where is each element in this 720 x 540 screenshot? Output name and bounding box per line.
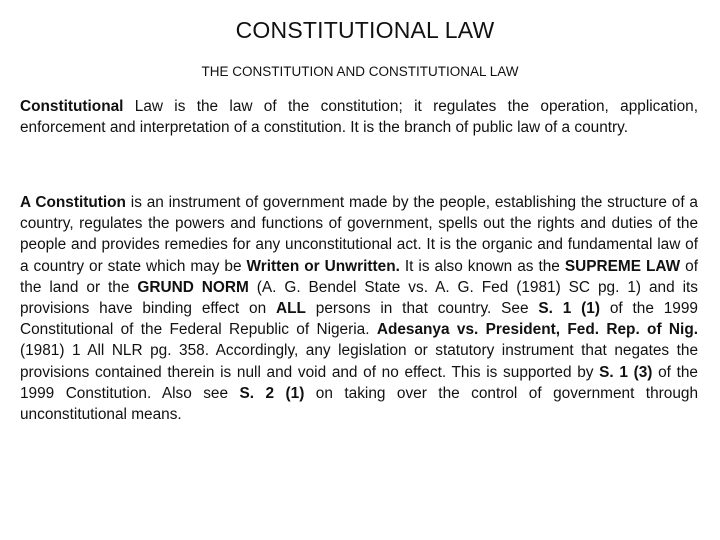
paragraph-text: It is also known as the [399, 257, 565, 275]
bold-citation-s1-1: S. 1 (1) [538, 300, 600, 318]
paragraph-text: (A. G. Bendel State vs. A. G. Fed (1981) SC pg. 1) and its provisions have binding effect on [20, 278, 698, 318]
section-subtitle: THE CONSTITUTION AND CONSTITUTIONAL LAW [201, 64, 519, 79]
bold-term-all: ALL [276, 300, 306, 318]
bold-term-written-unwritten: Written or Unwritten. [246, 257, 400, 275]
page-title: CONSTITUTIONAL LAW [235, 17, 495, 43]
paragraph-text: on taking over the control of government through unconstitutional means. [20, 384, 699, 424]
paragraph-text: of the 1999 Constitution. Also see [20, 363, 698, 402]
paragraph-text: (1981) 1 All NLR pg. 358. Accordingly, any legislation or statutory instrument that negates the provisions contained therein is null and void and of no effect. This is supported by [20, 342, 698, 381]
paragraph-text: of the land or the [20, 257, 698, 296]
bold-term-a-constitution: A Constitution [20, 194, 126, 211]
bold-term-grund-norm: GRUND NORM [137, 278, 249, 296]
paragraph-constitutional-law [20, 96, 698, 138]
bold-term-supreme-law: SUPREME LAW [564, 257, 681, 275]
bold-citation-s1-3: S. 1 (3) [599, 363, 653, 381]
paragraph-text: persons in that country. See [305, 300, 539, 318]
bold-term-constitutional: Constitutional [20, 98, 124, 115]
paragraph-text: Law is the law of the constitution; it regulates the operation, application, enforcement and interpretation of a constitution. It is the branch of public law of a country. [20, 98, 698, 137]
paragraph-a-constitution [20, 192, 698, 425]
paragraph-text: of the 1999 Constitutional of the Federal Republic of Nigeria. [20, 300, 698, 339]
paragraph-text: is an instrument of government made by the people, establishing the structure of a country, regulates the powers and functions of government, spells out the rights and duties of the people and provides remedies for any unconstitutional act. It is the organic and fundamental law of a country or state which may be [20, 194, 698, 275]
bold-citation-s2-1: S. 2 (1) [239, 384, 305, 402]
bold-case-adesanya: Adesanya vs. President, Fed. Rep. of Nig. [376, 321, 698, 339]
